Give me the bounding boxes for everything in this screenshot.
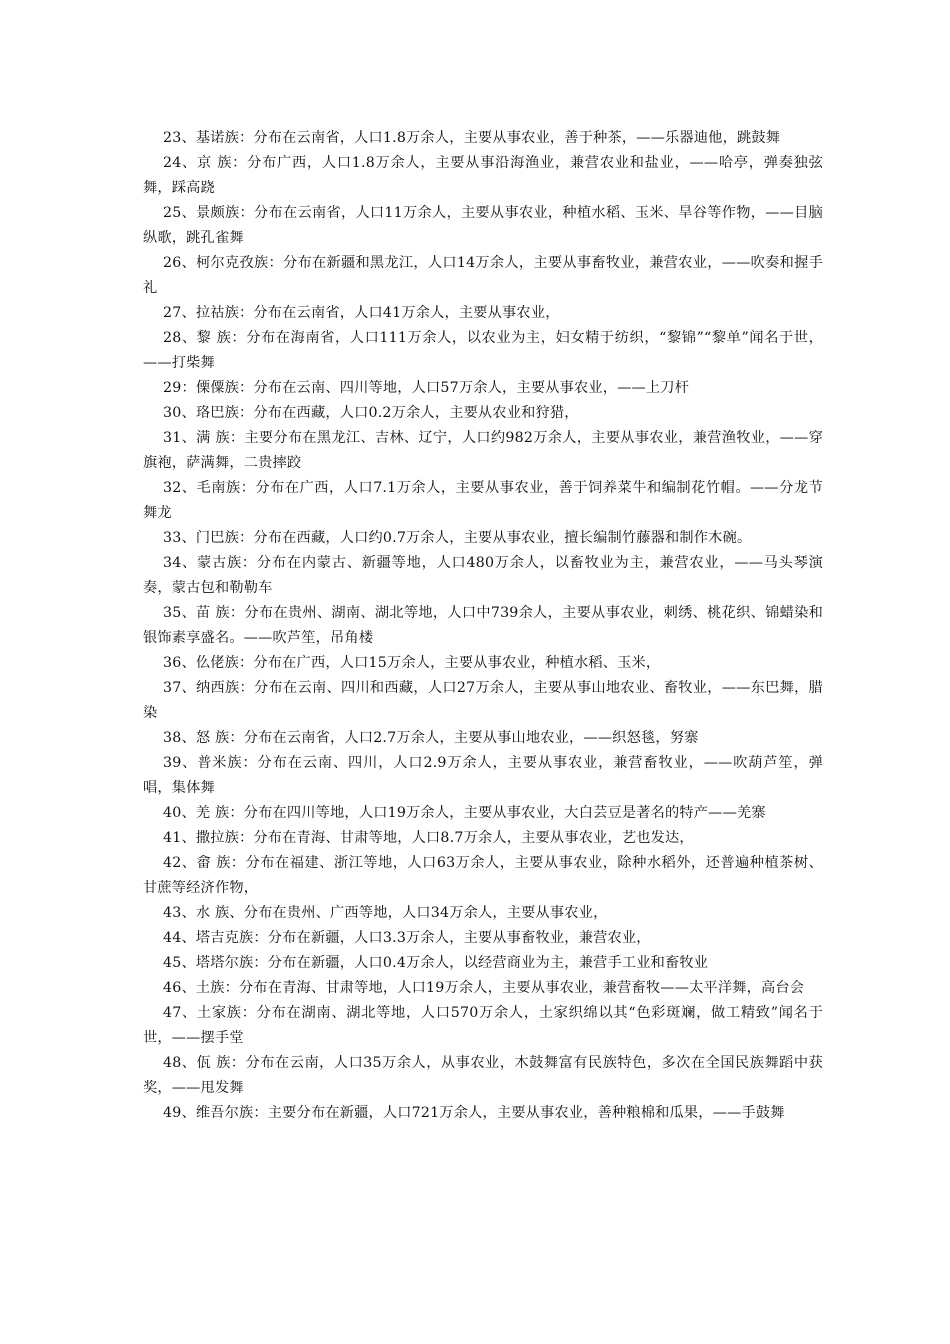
paragraph-45: 45、塔塔尔族：分布在新疆，人口0.4万余人，以经营商业为主，兼营手工业和畜牧业 <box>163 955 709 971</box>
paragraph-47: 47、土家族：分布在湖南、湖北等地，人口570万余人，土家织绵以其“色彩斑斓，做工精致”闻名于世，——摆手堂 <box>143 1005 823 1046</box>
paragraph-31: 31、满 族：主要分布在黑龙江、吉林、辽宁，人口约982万余人，主要从事农业，兼营渔牧业，——穿旗袍，萨满舞，二贵摔跤 <box>143 430 823 471</box>
paragraph-48: 48、佤 族：分布在云南，人口35万余人，从事农业，木鼓舞富有民族特色，多次在全国民族舞蹈中获奖，——甩发舞 <box>143 1055 823 1096</box>
paragraph-41: 41、撒拉族：分布在青海、甘肃等地，人口8.7万余人，主要从事农业，艺也发达， <box>163 830 694 846</box>
paragraph-25: 25、景颇族：分布在云南省，人口11万余人，主要从事农业，种植水稻、玉米、旱谷等作物，——目脑纵歌，跳孔雀舞 <box>143 205 823 246</box>
paragraph-29: 29：傈僳族：分布在云南、四川等地，人口57万余人，主要从事农业，——上刀杆 <box>163 380 690 396</box>
paragraph-23: 23、基诺族：分布在云南省，人口1.8万余人，主要从事农业，善于种茶，——乐器迪他，跳鼓舞 <box>163 130 781 146</box>
document-body <box>143 126 823 1126</box>
paragraph-46: 46、土族：分布在青海、甘肃等地，人口19万余人，主要从事农业，兼营畜牧——太平洋舞，高台会 <box>163 980 805 996</box>
paragraph-35: 35、苗 族：分布在贵州、湖南、湖北等地，人口中739余人，主要从事农业，刺绣、桃花织、锦蜡染和银饰素享盛名。——吹芦笙，吊角楼 <box>143 605 823 646</box>
paragraph-38: 38、怒 族：分布在云南省，人口2.7万余人，主要从事山地农业，——织怒毯，努寨 <box>163 730 699 746</box>
paragraph-26: 26、柯尔克孜族：分布在新疆和黑龙江，人口14万余人，主要从事畜牧业，兼营农业，——吹奏和握手礼 <box>143 255 823 296</box>
paragraph-32: 32、毛南族：分布在广西，人口7.1万余人，主要从事农业，善于饲养菜牛和编制花竹帽。——分龙节舞龙 <box>143 480 823 521</box>
paragraph-37: 37、纳西族：分布在云南、四川和西藏，人口27万余人，主要从事山地农业、畜牧业，——东巴舞，腊染 <box>143 680 823 721</box>
paragraph-44: 44、塔吉克族：分布在新疆，人口3.3万余人，主要从事畜牧业，兼营农业， <box>163 930 651 946</box>
paragraph-42: 42、畲 族：分布在福建、浙江等地，人口63万余人，主要从事农业，除种水稻外，还普遍种植茶树、甘蔗等经济作物， <box>143 855 823 896</box>
paragraph-34: 34、蒙古族：分布在内蒙古、新疆等地，人口480万余人，以畜牧业为主，兼营农业，——马头琴演奏，蒙古包和勒勒车 <box>143 555 823 596</box>
paragraph-30: 30、珞巴族：分布在西藏，人口0.2万余人，主要从农业和狩猎， <box>163 405 579 421</box>
paragraph-27: 27、拉祜族：分布在云南省，人口41万余人，主要从事农业， <box>163 305 560 321</box>
paragraph-28: 28、黎 族：分布在海南省，人口111万余人，以农业为主，妇女精于纺织，“黎锦”“黎单”闻名于世，——打柴舞 <box>143 330 823 371</box>
paragraph-43: 43、水 族、分布在贵州、广西等地，人口34万余人，主要从事农业， <box>163 905 608 921</box>
paragraph-40: 40、羌 族：分布在四川等地，人口19万余人，主要从事农业，大白芸豆是著名的特产——羌寨 <box>163 805 766 821</box>
paragraph-33: 33、门巴族：分布在西藏，人口约0.7万余人，主要从事农业，擅长编制竹藤器和制作木碗。 <box>163 530 752 546</box>
paragraph-36: 36、仫佬族：分布在广西，人口15万余人，主要从事农业，种植水稻、玉米， <box>163 655 661 671</box>
paragraph-24: 24、京 族：分布广西，人口1.8万余人，主要从事沿海渔业，兼营农业和盐业，——哈亭，弹奏独弦舞，踩高跷 <box>143 155 823 196</box>
paragraph-39: 39、普米族：分布在云南、四川，人口2.9万余人，主要从事农业，兼营畜牧业，——吹葫芦笙，弹唱，集体舞 <box>143 755 823 796</box>
paragraph-49: 49、维吾尔族：主要分布在新疆，人口721万余人，主要从事农业，善种粮棉和瓜果，——手鼓舞 <box>163 1105 785 1121</box>
